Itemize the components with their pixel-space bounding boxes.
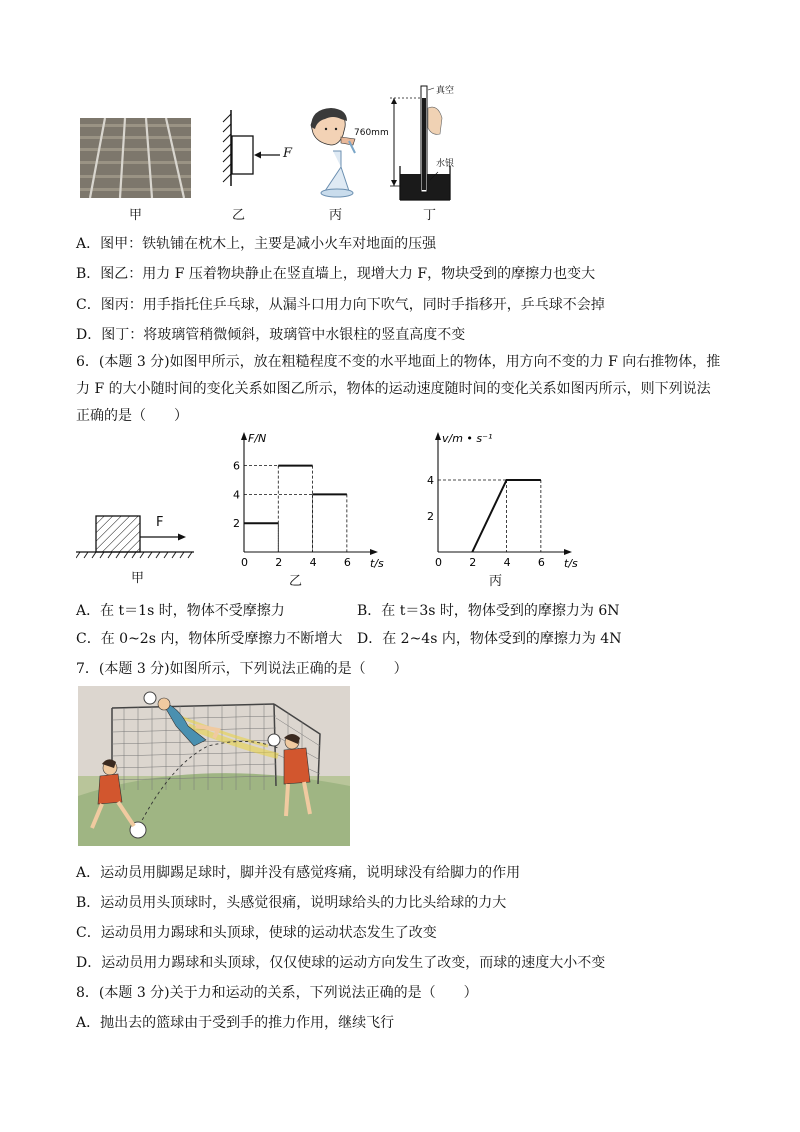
q7-option-d: D．运动员用力踢球和头顶球，仅仅使球的运动方向发生了改变，而球的速度大小不变 [76,955,606,971]
chart-force-time [218,424,388,574]
q8-stem: 8．(本题 3 分)关于力和运动的关系，下列说法正确的是（ ） [76,985,478,1001]
fig-label-ding: 丁 [423,208,437,223]
fig-label-yi: 乙 [232,208,246,223]
q7-option-a: A．运动员用脚踢足球时，脚并没有感觉疼痛，说明球没有给脚力的作用 [76,865,521,881]
q6-option-c: C．在 0~2s 内，物体所受摩擦力不断增大 [76,631,343,647]
fig-label-bing: 丙 [329,208,343,223]
vt-y-arrow [435,432,441,440]
vt-x-tick-0: 0 [435,556,442,569]
vt-xlabel: t/s [564,557,578,570]
figure-mercury-tube [378,82,468,204]
chart-velocity-time [412,424,582,574]
q5-option-d: D．图丁：将玻璃管稍微倾斜，玻璃管中水银柱的竖直高度不变 [76,327,466,343]
vt-x-arrow [564,549,572,555]
q6-force-label-f: F [156,515,164,530]
vt-x-tick-6: 6 [537,556,545,569]
vt-ylabel: v/m • s⁻¹ [442,432,493,445]
q6-option-b: B．在 t＝3s 时，物体受到的摩擦力为 6N [357,603,620,619]
q7-stem: 7．(本题 3 分)如图所示，下列说法正确的是（ ） [76,661,408,677]
ft-x-tick-0: 0 [241,556,248,569]
figure-funnel-blowing [303,105,373,200]
vt-x-tick-2: 2 [469,556,477,569]
ft-x-tick-4: 4 [309,556,317,569]
ft-ylabel: F/N [248,432,267,445]
label-760mm: 760mm [354,128,389,138]
ft-x-arrow [370,549,378,555]
vt-x-tick-4: 4 [503,556,511,569]
q6-stem: 6．(本题 3 分)如图甲所示，放在粗糙程度不变的水平地面上的物体，用方向不变的力 F 向右推物体，推力 F 的大小随时间的变化关系如图乙所示，物体的运动速度随时间的变化关系如图丙所示，则下列说法正确的是（ ） [76,354,721,424]
q6-fig-label-jia: 甲 [131,571,145,586]
q5-option-b: B．图乙：用力 F 压着物块静止在竖直墙上，现增大力 F，物块受到的摩擦力也变大 [76,266,596,282]
ft-y-arrow [241,432,247,440]
label-vacuum: 真空 [436,86,455,96]
q6-fig-label-yi: 乙 [289,574,303,589]
q6-option-a: A．在 t＝1s 时，物体不受摩擦力 [76,603,285,619]
label-mercury: 水银 [436,159,455,169]
ft-x-tick-2: 2 [275,556,283,569]
ft-y-tick-4: 4 [233,488,240,502]
ft-xlabel: t/s [370,557,384,570]
figure-rails [80,118,191,198]
ft-x-tick-6: 6 [343,556,351,569]
q7-option-c: C．运动员用力踢球和头顶球，使球的运动状态发生了改变 [76,925,437,941]
vt-y-tick-4: 4 [427,474,434,487]
q6-option-d: D．在 2~4s 内，物体受到的摩擦力为 4N [357,631,622,647]
q7-option-b: B．运动员用头顶球时，头感觉很痛，说明球给头的力比头给球的力大 [76,895,507,911]
q8-option-a: A．抛出去的篮球由于受到手的推力作用，继续飞行 [76,1015,395,1031]
ft-y-tick-2: 2 [233,517,240,531]
q6-fig-label-bing: 丙 [489,574,503,589]
ft-y-tick-6: 6 [233,459,240,473]
figure-block-on-ground [76,510,201,566]
q5-option-c: C．图丙：用手指托住乒乓球，从漏斗口用力向下吹气，同时手指移开，乒乓球不会掉 [76,297,605,313]
vt-y-tick-2: 2 [427,510,434,523]
fig-label-jia: 甲 [129,208,143,223]
force-label-f: F [283,146,293,161]
q5-option-a: A．图甲：铁轨铺在枕木上，主要是减小火车对地面的压强 [76,236,437,252]
figure-soccer-scene [78,686,350,846]
